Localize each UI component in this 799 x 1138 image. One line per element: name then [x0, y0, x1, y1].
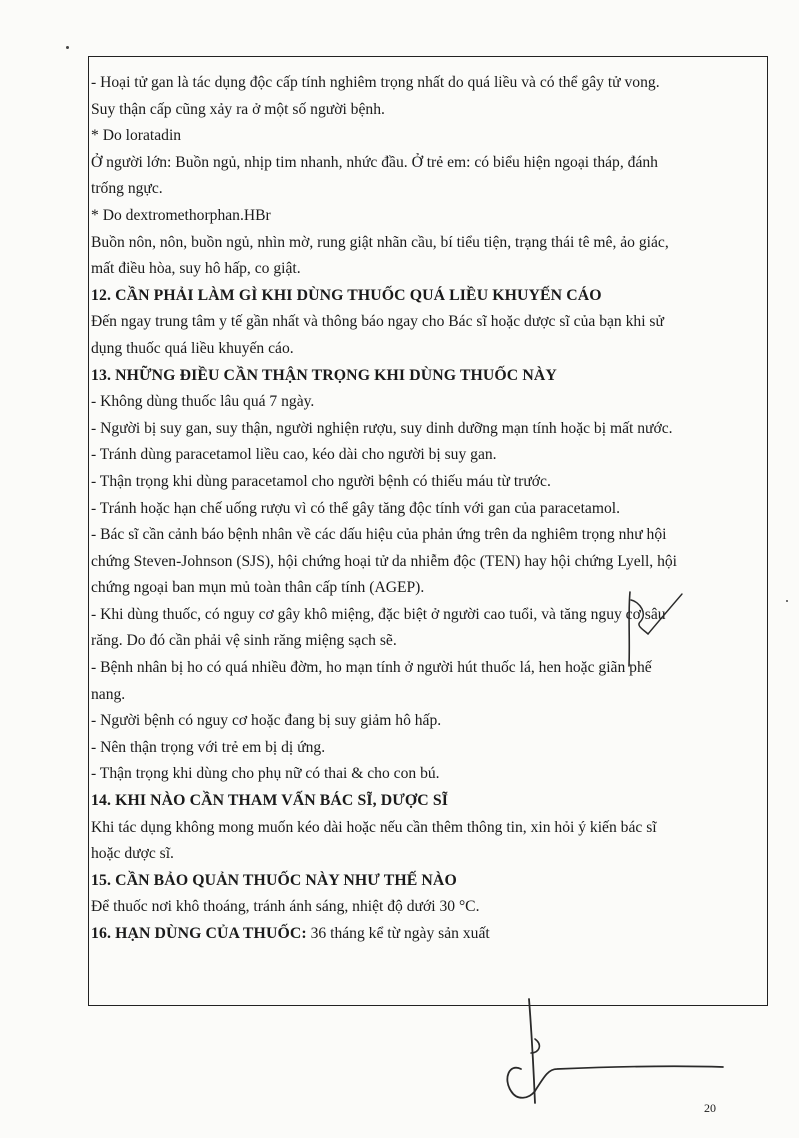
handwritten-initial-icon [618, 588, 688, 668]
text-line: - Thận trọng khi dùng cho phụ nữ có thai & cho con bú. [91, 765, 440, 783]
document-body [91, 70, 761, 948]
text-line: - Thận trọng khi dùng paracetamol cho người bệnh có thiếu máu từ trước. [91, 472, 551, 490]
section-16-line [91, 921, 761, 948]
section-heading: 14. KHI NÀO CẦN THAM VẤN BÁC SĨ, DƯỢC SĨ [91, 792, 448, 810]
text-line: - Bác sĩ cần cảnh báo bệnh nhân về các dấu hiệu của phản ứng trên da nghiêm trọng như hội [91, 526, 667, 544]
text-line: mất điều hòa, suy hô hấp, co giật. [91, 260, 301, 278]
text-line: Suy thận cấp cũng xảy ra ở một số người bệnh. [91, 100, 385, 118]
text-line: răng. Do đó cần phải vệ sinh răng miệng sạch sẽ. [91, 632, 397, 650]
text-line: Buồn nôn, nôn, buồn ngủ, nhìn mờ, rung giật nhãn cầu, bí tiểu tiện, trạng thái tê mê, ảo giác, [91, 233, 669, 251]
text-line: - Người bị suy gan, suy thận, người nghiện rượu, suy dinh dưỡng mạn tính hoặc bị mất nước. [91, 419, 673, 437]
text-line: chứng ngoại ban mụn mủ toàn thân cấp tính (AGEP). [91, 579, 425, 597]
text-line: * Do loratadin [91, 127, 182, 145]
text-line: - Người bệnh có nguy cơ hoặc đang bị suy giảm hô hấp. [91, 712, 442, 730]
section-heading: 13. NHỮNG ĐIỀU CẦN THẬN TRỌNG KHI DÙNG THUỐC NÀY [91, 366, 557, 384]
text-line: - Nên thận trọng với trẻ em bị dị ứng. [91, 738, 326, 756]
text-line: Ở người lớn: Buồn ngủ, nhịp tim nhanh, nhức đầu. Ở trẻ em: có biểu hiện ngoại tháp, đánh [91, 153, 658, 171]
text-line: dụng thuốc quá liều khuyến cáo. [91, 339, 294, 357]
text-line: Để thuốc nơi khô thoáng, tránh ánh sáng, nhiệt độ dưới 30 °C. [91, 898, 480, 916]
text-line: - Không dùng thuốc lâu quá 7 ngày. [91, 393, 315, 411]
section-heading: 15. CẦN BẢO QUẢN THUỐC NÀY NHƯ THẾ NÀO [91, 871, 457, 889]
text-line: * Do dextromethorphan.HBr [91, 206, 271, 224]
text-line: chứng Steven-Johnson (SJS), hội chứng hoại tử da nhiễm độc (TEN) hay hội chứng Lyell, hội [91, 552, 677, 570]
text-line: - Tránh dùng paracetamol liều cao, kéo dài cho người bị suy gan. [91, 446, 497, 464]
text-line: - Bệnh nhân bị ho có quá nhiều đờm, ho mạn tính ở người hút thuốc lá, hen hoặc giãn phế [91, 659, 652, 677]
text-line: - Hoại tử gan là tác dụng độc cấp tính nghiêm trọng nhất do quá liều và có thể gây tử vong. [91, 74, 660, 91]
section-heading: 16. HẠN DÙNG CỦA THUỐC: [91, 925, 307, 942]
text-line: Đến ngay trung tâm y tế gần nhất và thông báo ngay cho Bác sĩ hoặc dược sĩ của bạn khi sử [91, 313, 664, 331]
section-heading: 12. CẦN PHẢI LÀM GÌ KHI DÙNG THUỐC QUÁ LIỀU KHUYẾN CÁO [91, 286, 602, 304]
text-line: trống ngực. [91, 180, 163, 198]
page-number: 20 [704, 1101, 716, 1115]
signature-icon [495, 995, 735, 1110]
text-line: - Khi dùng thuốc, có nguy cơ gây khô miệng, đặc biệt ở người cao tuổi, và tăng nguy cơ sâu [91, 605, 666, 623]
scan-speck [66, 46, 69, 49]
text-line: Khi tác dụng không mong muốn kéo dài hoặc nếu cần thêm thông tin, xin hỏi ý kiến bác sĩ [91, 818, 657, 836]
text-line: hoặc dược sĩ. [91, 845, 174, 863]
scan-speck [786, 600, 788, 602]
text-line: nang. [91, 685, 126, 703]
shelf-life-text: 36 tháng kể từ ngày sản xuất [306, 925, 490, 942]
text-line: - Tránh hoặc hạn chế uống rượu vì có thể gây tăng độc tính với gan của paracetamol. [91, 499, 620, 517]
